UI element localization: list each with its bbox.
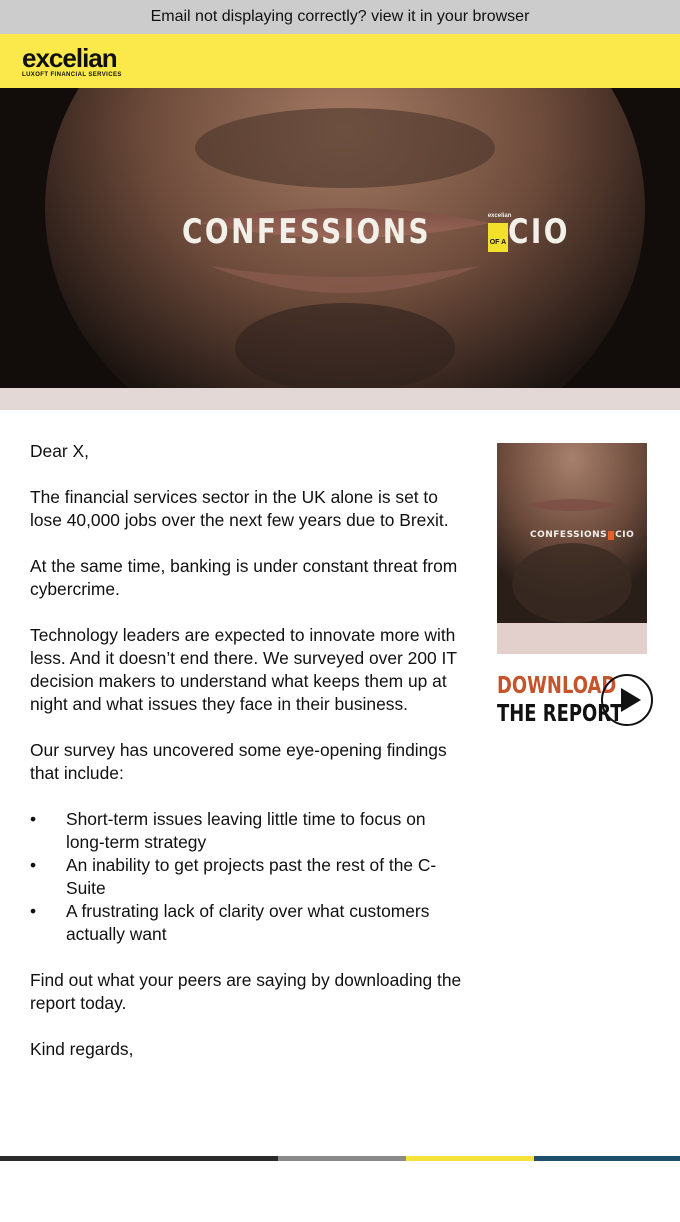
hero-title-of-a: OF A (489, 239, 507, 246)
hero-mini-logo: excelian (487, 213, 512, 219)
footer-color-bar (0, 1156, 680, 1161)
list-item: • A frustrating lack of clarity over what customers actually want (30, 901, 430, 944)
report-cover-image[interactable] (497, 443, 647, 654)
report-sidebar (497, 443, 657, 727)
the-report-label: THE REPORT (497, 701, 623, 727)
hero-title-confessions: CONFESSIONS (182, 212, 432, 252)
download-report-button[interactable] (497, 671, 657, 729)
paragraph-survey: Technology leaders are expected to innovate more with less. And it doesn’t end there. We surveyed over 200 IT decision makers to understand what keeps them up at night and what issues they face in their business. (30, 625, 457, 714)
hero-banner[interactable] (0, 88, 680, 410)
download-label: DOWNLOAD (497, 673, 617, 699)
letter-body (30, 440, 462, 1084)
excelian-logo[interactable] (22, 45, 122, 78)
report-cover-face (497, 443, 647, 654)
brand-header (0, 34, 680, 88)
paragraph-cybercrime: At the same time, banking is under constant threat from cybercrime. (30, 556, 458, 599)
paragraph-findings-intro: Our survey has uncovered some eye-opening findings that include: (30, 740, 447, 783)
greeting: Dear X, (30, 441, 89, 461)
view-in-browser-link[interactable]: Email not displaying correctly? view it in your browser (150, 8, 530, 25)
list-item: • Short-term issues leaving little time to focus on long-term strategy (30, 809, 426, 852)
hero-title-overlay (0, 88, 680, 410)
cover-title-marker (608, 531, 614, 540)
logo-wordmark: excelian (22, 43, 117, 73)
list-item: • An inability to get projects past the rest of the C-Suite (30, 855, 437, 898)
view-in-browser-bar (0, 0, 680, 34)
paragraph-brexit: The financial services sector in the UK alone is set to lose 40,000 jobs over the next few years due to Brexit. (30, 487, 449, 530)
footer-bar-segment (534, 1156, 680, 1161)
footer-bar-segment (406, 1156, 534, 1161)
play-icon[interactable] (601, 674, 653, 726)
paragraph-call-to-action: Find out what your peers are saying by downloading the report today. (30, 970, 462, 1013)
hero-title (182, 212, 584, 252)
report-cover-title: CONFESSIONS CIO (530, 530, 635, 540)
hero-title-cio: CIO (508, 212, 571, 252)
footer-bar-segment (0, 1156, 278, 1161)
findings-list (30, 808, 462, 946)
hero-title-of-a-badge (487, 213, 512, 252)
logo-tagline: LUXOFT FINANCIAL SERVICES (22, 72, 122, 78)
footer-bar-segment (278, 1156, 406, 1161)
closing: Kind regards, (30, 1039, 134, 1059)
